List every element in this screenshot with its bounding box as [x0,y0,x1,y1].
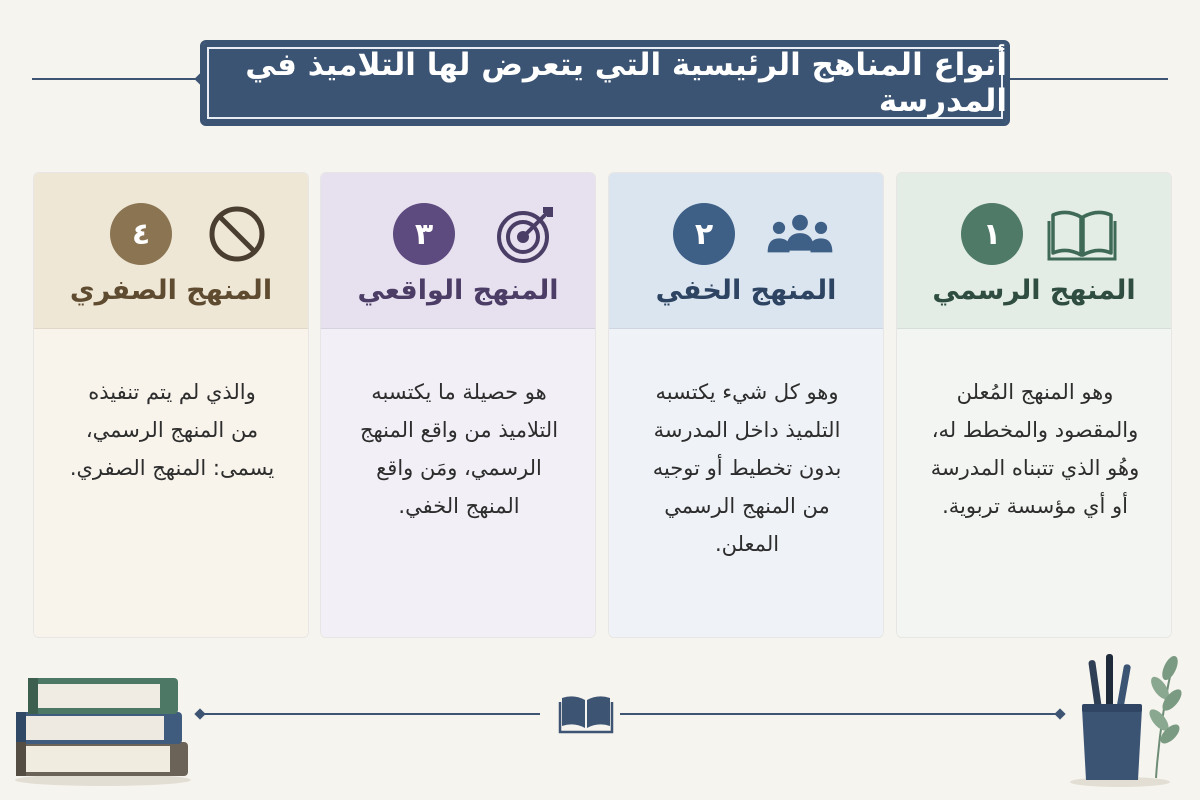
card-body [321,329,595,638]
title-divider-left [32,78,200,80]
target-icon [491,203,561,265]
book-stack-icon [8,662,193,787]
card-title: المنهج الرسمي [932,275,1136,306]
card-formal-curriculum [896,172,1172,638]
card-body [609,329,883,638]
card-description: وهو كل شيء يكتسبه التلميذ داخل المدرسة بدون تخطيط أو توجيه من المنهج الرسمي المعلن. [652,380,842,556]
footer-divider-left [200,713,540,715]
title-divider-right [1000,78,1168,80]
number-badge [393,203,455,265]
prohibited-icon [202,203,272,265]
card-title: المنهج الخفي [655,275,837,306]
badge-number: ٣ [414,216,434,252]
page-title: أنواع المناهج الرئيسية التي يتعرض لها التلاميذ في المدرسة [200,40,1010,126]
open-book-icon [558,690,614,736]
card-body [34,329,308,638]
footer-divider-right [620,713,1060,715]
number-badge [110,203,172,265]
card-hidden-curriculum [608,172,884,638]
card-header [609,173,883,329]
card-header [897,173,1171,329]
card-body [897,329,1171,638]
card-description: والذي لم يتم تنفيذه من المنهج الرسمي، يسمى: المنهج الصفري. [69,380,275,480]
card-description: هو حصيلة ما يكتسبه التلاميذ من واقع المنهج الرسمي، ومَن واقع المنهج الخفي. [359,380,559,518]
people-icon [765,203,835,265]
card-header [321,173,595,329]
card-header [34,173,308,329]
number-badge [961,203,1023,265]
card-title: المنهج الواقعي [357,275,559,306]
badge-number: ١ [982,216,1002,252]
card-null-curriculum [33,172,309,638]
card-title: المنهج الصفري [69,275,273,306]
card-actual-curriculum [320,172,596,638]
open-book-icon [1047,203,1117,265]
badge-number: ٢ [694,216,714,252]
number-badge [673,203,735,265]
badge-number: ٤ [131,216,151,252]
pen-holder-icon [1060,638,1190,788]
card-description: وهو المنهج المُعلن والمقصود والمخطط له، وهُو الذي تتبناه المدرسة أو أي مؤسسة تربوية. [930,380,1140,518]
